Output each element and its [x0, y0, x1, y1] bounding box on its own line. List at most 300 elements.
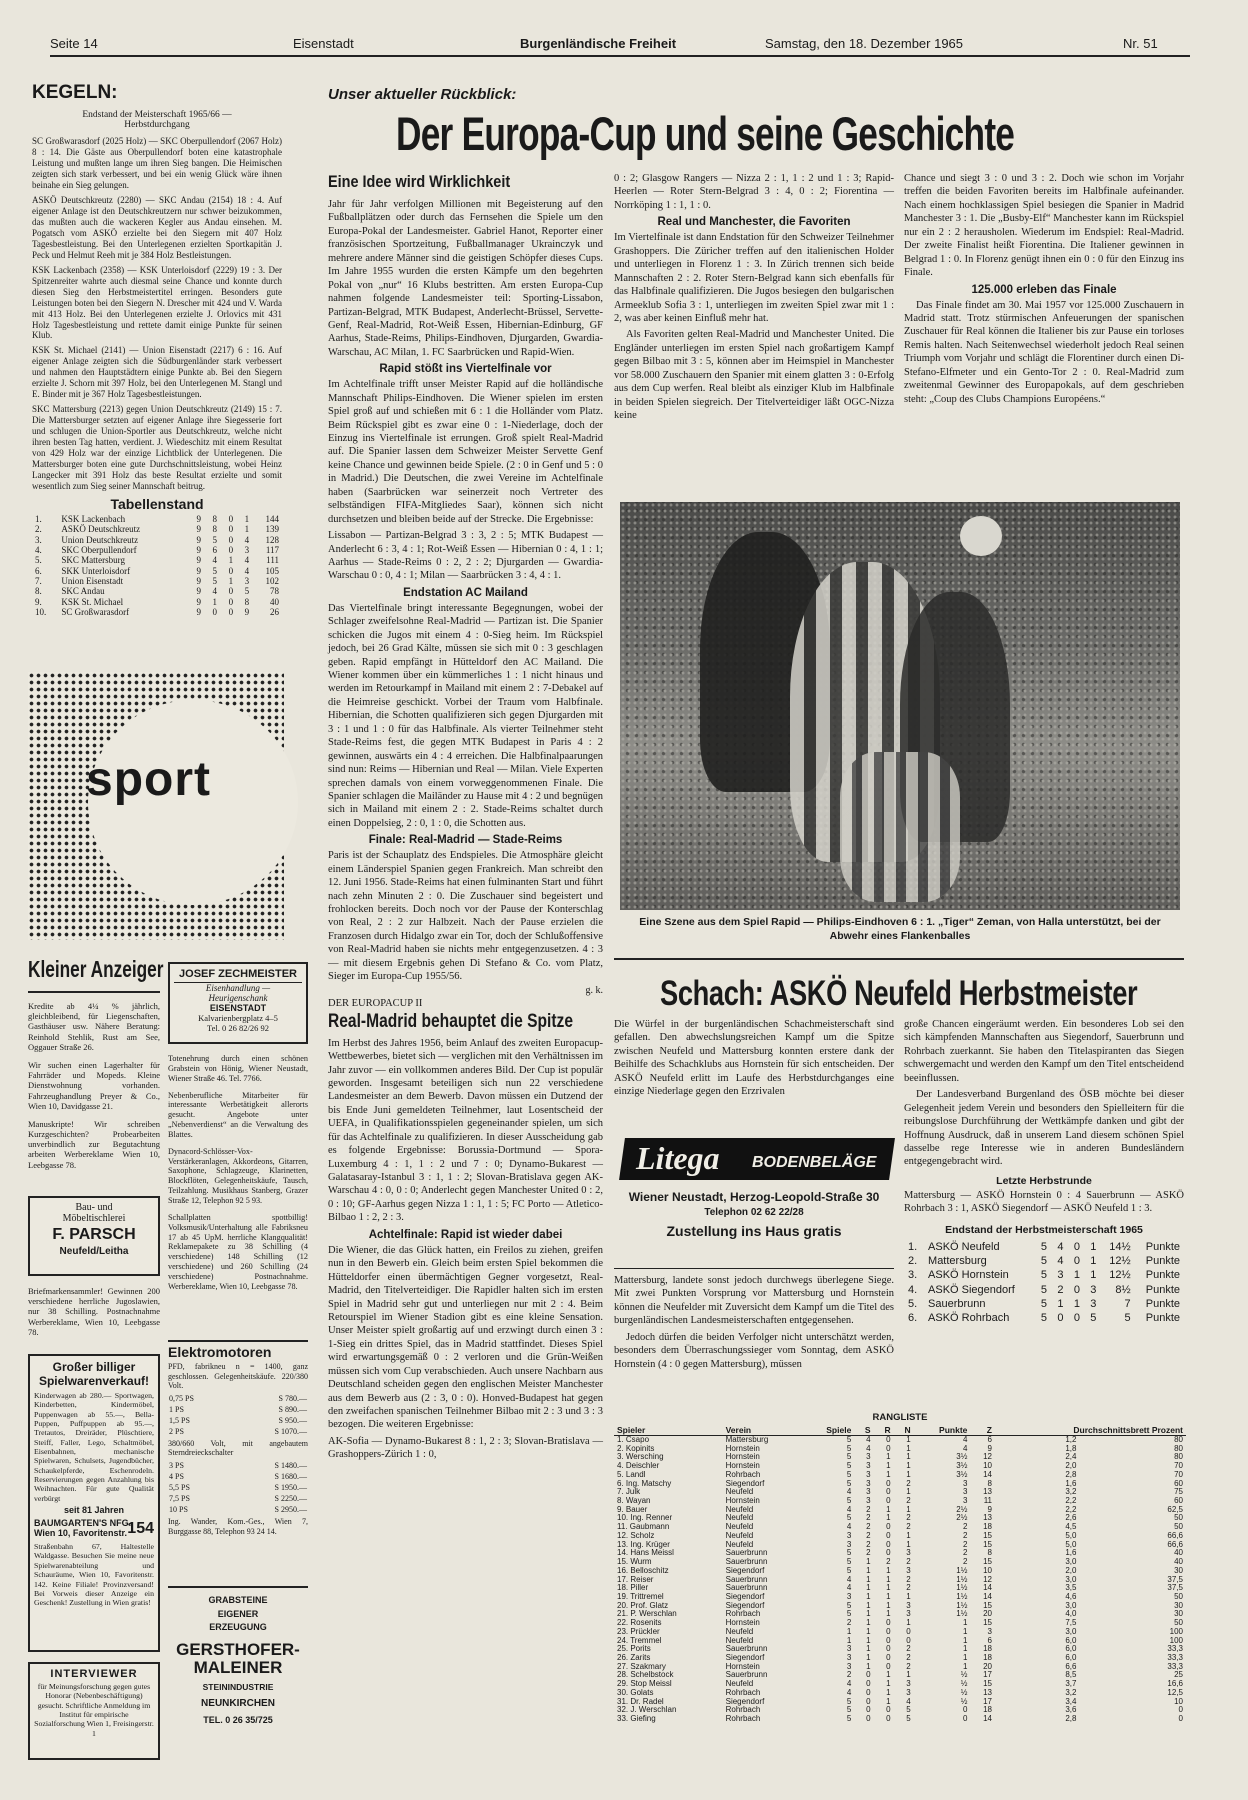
table-cell: 1: [866, 1635, 871, 1645]
table-cell: 12½: [1109, 1269, 1131, 1282]
kleiner-anzeiger: [28, 956, 164, 1170]
table-cell: 10: [983, 1461, 992, 1471]
table-cell: 3. Wersching: [617, 1452, 664, 1462]
article-paragraph: 0 : 2; Glasgow Rangers — Nizza 2 : 1, 1 : 2 und 1 : 3; Rapid-Heerlen — Roter Stern-Belgrad 3 : 4, 0 : 2; Fiorentina — Norrköping 1 : 1, 1 : 0.: [614, 173, 894, 211]
table-cell: 0: [886, 1705, 891, 1715]
table-cell: 9: [987, 1504, 992, 1514]
table-cell: ASKÖ Deutschkreutz: [61, 524, 141, 535]
table-cell: 6,6: [1065, 1661, 1077, 1671]
section-heading: Achtelfinale: Rapid ist wieder dabei: [368, 1228, 563, 1241]
table-cell: 144: [265, 514, 279, 525]
table-cell: 13: [983, 1487, 992, 1497]
table-cell: 5: [846, 1705, 852, 1715]
table-cell: Neufeld: [725, 1530, 754, 1540]
table-cell: 2: [906, 1644, 911, 1654]
table-cell: 1: [906, 1670, 911, 1680]
table-cell: 100: [1169, 1626, 1183, 1636]
table-cell: 2: [846, 1670, 852, 1680]
table-cell: 6: [987, 1435, 992, 1444]
table-cell: SKK Unterloisdorf: [61, 565, 131, 576]
table-cell: 30: [1174, 1609, 1183, 1619]
parsch-place: Neufeld/Leitha: [59, 1246, 129, 1257]
column-header: R: [874, 1425, 894, 1436]
table-cell: 1: [866, 1574, 871, 1584]
article-paragraph: Im Herbst des Jahres 1956, beim Anlauf des zweiten Europacup-Wettbewerbes, bietet sich — verglichen mit den Verhältnissen im Jahr zuvor — ein vollkommen anderes Bild. Der Cup ist populär geworden. Insgesamt beteiligen sich nun 22 verschiedene Landesmeister an dem Bewerb. Davon müssen ein Dutzend der bis Ende Juni gemeldeten Teilnehmer, laut Losentscheid der UEFA, in Qualifikationsspielen gegeneinander spielen, um sich für das Achtelfinale zu qualifizieren. In dieser Ausscheidung gab es folgende Ergebnisse: Borussia-Dortmund — Spora-Luxemburg 4 : 1, 1 : 2 und 7 : 0; Dynamo-Bukarest — Galatasaray-Istanbul 3 : 1, 1 : 2; Slovan-Bratislava gegen AK-Warschau 4 : 0, 0 : 0; Anderlecht gegen Manchester United 0 : 2, 0 : 10; GF-Aarhus gegen Nizza 1 : 1, 1 : 5; FC Porto — Atletico-Bilbao 1 : 2, 2 : 3.: [328, 1037, 603, 1224]
table-cell: 40: [270, 596, 279, 607]
section-heading: Finale: Real-Madrid — Stade-Reims: [368, 834, 563, 847]
table-cell: 139: [265, 524, 279, 535]
spielwaren-title: Großer billiger: [52, 1360, 136, 1374]
article-column-3: [904, 172, 1184, 409]
table-cell: 26: [270, 607, 279, 618]
schach-column-right: [904, 1018, 1184, 1325]
table-cell: 1: [906, 1461, 911, 1471]
table-cell: 3: [244, 545, 250, 556]
table-cell: 9.: [35, 596, 42, 607]
table-cell: Neufeld: [725, 1513, 754, 1523]
match-photo: [620, 502, 1180, 910]
header-paper: Burgenländische Freiheit: [520, 36, 677, 51]
gersthofer-line: NEUNKIRCHEN: [201, 1697, 275, 1709]
table-cell: 0: [886, 1644, 891, 1654]
table-cell: 78: [270, 586, 279, 597]
table-cell: 5,5 PS: [169, 1482, 190, 1492]
table-row: [614, 1514, 1186, 1523]
table-cell: 0: [906, 1635, 911, 1645]
table-cell: Punkte: [1145, 1240, 1180, 1253]
table-cell: 17: [983, 1670, 992, 1680]
table-cell: 2: [866, 1548, 871, 1558]
article-paragraph: Das Finale findet am 30. Mai 1957 vor 125.000 Zuschauern in Madrid statt. Trotz stürmischen Anfeuerungen der spanischen Zuschauer für Real können die Italiener bis zur Pause ein torloses Remis halten. Nach Seitenwechsel wiederholt jedoch Real seinen Triumph vom Vorjahr und schlägt die Florentiner durch einen Di-Stefano-Elfmeter und ein Gento-Tor 2 : 0. Real-Madrid zum zweitenmal Gewinner des Europapokals, auf dem geschrieben steht: „Coup des Clubs Champions Européens.“: [904, 299, 1184, 405]
table-cell: 4.: [35, 545, 42, 556]
table-cell: 3: [1090, 1297, 1097, 1310]
article-paragraph: Der Landesverband Burgenland des ÖSB möchte bei dieser Gelegenheit jedem Verein und besonders den Spielleitern für die reibungslose Durchführung der Wettkämpfe danken und gibt der Hoffnung Ausdruck, daß in unserem Land diesem schönen Spiel dasselbe rege Interesse wie in anderen Bundesländern entgegengebracht wird.: [904, 1089, 1184, 1168]
table-cell: 0: [906, 1626, 911, 1636]
table-cell: 1: [866, 1661, 871, 1671]
table-cell: 4,6: [1065, 1591, 1077, 1601]
table-cell: 12½: [1109, 1254, 1131, 1267]
article-paragraph: Das Viertelfinale bringt interessante Begegnungen, wobei der Schlager zweifelsohne Real-Madrid — Partizan ist. Die Spanier schicken die Jugos mit einem 4 : 0-Sieg heim. Im Rückspiel jedoch, bei 26 Grad Kälte, müssen sie sich mit 0 : 3 geschlagen geben. Rapid empfängt in Hütteldorf den AC Mailand. Die Wiener kommen über ein kümmerliches 1 : 1 nicht hinaus und werden im Retourkampf in Mailand mit einem 2 : 7-Debakel auf die Heimreise geschickt. Vorbei der Traum vom Halbfinale. Hibernian, die Schotten qualifizieren sich gegen Djurgarden mit 3 : 1 und 1 : 0 für das Halbfinale. Als vierter Teilnehmer steht Stade-Reims fest, die gegen MTK Budapest in Paris 4 : 2 gewinnen, auswärts ein 4 : 4 erreichen. Die Halbfinalpaarungen sind nun: Reims — Hibernian und Real — Milan. Viele Experten sprechen damals von einem vorweggenommenen Finale. Die Spanier schlagen die Mailänder zu Hause mit 4 : 2 und begnügen sich in Mailand mit einem 2 : 2. Stade-Reims schaltet durch einen Doppelsieg, 2 : 0, 1 : 0, die Schotten aus.: [328, 602, 603, 829]
table-cell: 1: [866, 1644, 871, 1654]
zechmeister-line: EISENSTADT: [209, 1003, 267, 1013]
litega-brand: Litega: [636, 1140, 720, 1176]
column-header: S: [854, 1425, 873, 1436]
table-cell: 1: [866, 1557, 871, 1567]
table-row: [904, 1254, 1184, 1268]
table-cell: 3: [906, 1679, 911, 1689]
table-cell: 30: [1174, 1600, 1183, 1610]
header-rule: [50, 55, 1190, 57]
table-cell: 1,8: [1065, 1443, 1077, 1453]
table-cell: 1: [906, 1530, 911, 1540]
divider: [614, 1268, 894, 1269]
table-row: [614, 1715, 1186, 1724]
table-cell: 4: [846, 1583, 852, 1593]
sport-logo-text: sport: [86, 753, 211, 806]
table-row: [32, 586, 282, 596]
table-cell: 6,0: [1065, 1644, 1077, 1654]
schach-headline: Schach: ASKÖ Neufeld Herbstmeister: [660, 974, 1138, 1013]
table-cell: 0: [1178, 1714, 1183, 1723]
table-cell: 3,5: [1065, 1583, 1077, 1593]
table-row: [32, 545, 282, 555]
table-cell: Punkte: [1145, 1297, 1180, 1310]
table-cell: 15: [983, 1618, 992, 1628]
table-cell: 0: [1073, 1254, 1080, 1267]
table-cell: Sauerbrunn: [725, 1583, 768, 1593]
table-cell: 1: [1090, 1269, 1097, 1282]
table-cell: S 2950.—: [274, 1504, 307, 1514]
table-cell: 15: [983, 1600, 992, 1610]
table-cell: 0: [886, 1714, 891, 1723]
table-cell: 20. Prof. Glatz: [617, 1600, 669, 1610]
litega-slogan: Zustellung ins Haus gratis: [666, 1223, 842, 1239]
table-cell: 2,6: [1065, 1513, 1077, 1523]
price-row: [168, 1415, 308, 1426]
table-cell: 1,6: [1065, 1548, 1077, 1558]
table-cell: S 1480.—: [274, 1460, 307, 1470]
table-row: [32, 576, 282, 586]
table-cell: 10: [1174, 1696, 1183, 1706]
table-cell: Neufeld: [725, 1539, 754, 1549]
kleiner-anzeiger-title: Kleiner Anzeiger: [28, 956, 164, 982]
table-cell: 1: [886, 1469, 891, 1479]
classified-ad: Dynacord-Schlösser-Vox-Verstärkeranlagen, Akkordeons, Gitarren, Saxophone, Schlagzeuge, Klarinetten, Blockflöten, Gelegenheitskäufe, Tausch, Teilzahlung. Musikhaus Stanberg, Grazer Straße 12, Telephon 92 5 93.: [168, 1146, 308, 1205]
table-cell: 9: [196, 514, 201, 525]
table-cell: 3: [987, 1626, 992, 1636]
table-cell: 70: [1174, 1461, 1183, 1471]
table-cell: 14: [983, 1714, 992, 1723]
price-row: [168, 1504, 308, 1515]
interviewer-ad: [28, 1662, 160, 1760]
kegeln-report: KSK Lackenbach (2358) — KSK Unterloisdorf (2229) 19 : 3. Der Spitzenreiter wahrte auch diesmal seine Chance und konnte durch diesen Sieg den Herbstmeistertitel erringen. Besonders gute Leistungen boten bei den Siegern N. Drescher mit 424 und V. Warda mit 413 Holz. Bei den Unterlegenen erzielte J. Orlovics mit 431 Holz Tagesbestleistung und rettete damit einige Punkte für seinen Klub.: [32, 264, 282, 341]
table-cell: 6.: [908, 1312, 918, 1325]
table-cell: 1: [906, 1618, 911, 1628]
page-header: [50, 36, 1190, 52]
spielwaren-ad: [28, 1354, 160, 1652]
table-cell: 13. Ing. Krüger: [617, 1539, 670, 1549]
table-cell: 40: [1174, 1548, 1183, 1558]
table-cell: 3: [962, 1496, 968, 1506]
table-cell: 1: [846, 1635, 852, 1645]
table-cell: 6: [212, 545, 218, 556]
table-cell: 2,8: [1065, 1469, 1077, 1479]
table-cell: 5: [1040, 1240, 1048, 1253]
table-cell: 1: [886, 1591, 891, 1601]
table-cell: Neufeld: [725, 1626, 754, 1636]
table-cell: 1½: [956, 1574, 968, 1584]
table-cell: 0: [1073, 1283, 1080, 1296]
table-cell: 2: [962, 1539, 968, 1549]
page-number: Seite 14: [50, 36, 98, 51]
table-cell: 5: [846, 1600, 852, 1610]
table-cell: 1: [962, 1661, 968, 1671]
gersthofer-line: TEL. 0 26 35/725: [203, 1714, 273, 1725]
table-cell: 2: [866, 1530, 871, 1540]
table-cell: 5: [846, 1513, 852, 1523]
table-cell: 14½: [1109, 1240, 1131, 1253]
table-cell: 5: [906, 1714, 911, 1723]
herbst-standings-table: [904, 1240, 1184, 1326]
table-cell: 1: [866, 1609, 871, 1619]
article-kicker: Unser aktueller Rückblick:: [328, 86, 517, 103]
table-cell: Mattersburg: [725, 1435, 769, 1444]
table-cell: SKC Oberpullendorf: [61, 545, 137, 556]
parsch-ad: [28, 1196, 160, 1276]
table-row: [614, 1680, 1186, 1689]
price-row: [168, 1460, 308, 1471]
zechmeister-line: Tel. 0 26 82/26 92: [207, 1023, 269, 1033]
table-cell: 8: [212, 514, 218, 525]
table-row: [32, 514, 282, 524]
table-cell: 0: [866, 1696, 871, 1706]
rangliste-table: [614, 1425, 1186, 1724]
table-cell: 31. Dr. Radel: [617, 1696, 664, 1706]
table-cell: 7. Julk: [617, 1487, 641, 1497]
table-cell: 1: [906, 1539, 911, 1549]
table-row: [614, 1488, 1186, 1497]
table-cell: 8.: [35, 586, 42, 597]
table-cell: 4: [212, 555, 218, 566]
table-cell: 8: [212, 524, 218, 535]
table-cell: 6,0: [1065, 1635, 1077, 1645]
spielwaren-since: seit 81 Jahren: [63, 1505, 125, 1516]
table-cell: Rohrbach: [725, 1687, 761, 1697]
table-cell: 17: [983, 1696, 992, 1706]
table-cell: 0: [886, 1496, 891, 1506]
table-cell: 8: [987, 1478, 992, 1488]
table-cell: 1: [1073, 1297, 1080, 1310]
table-cell: 5: [846, 1714, 852, 1723]
table-cell: 6. Ing. Matschy: [617, 1478, 672, 1488]
table-row: [614, 1497, 1186, 1506]
table-cell: 19. Trittremel: [617, 1591, 664, 1601]
table-row: [32, 566, 282, 576]
table-cell: 4 PS: [169, 1471, 184, 1481]
table-cell: 2: [906, 1496, 911, 1506]
column-header: N: [894, 1425, 914, 1436]
table-cell: 5: [846, 1696, 852, 1706]
price-row: [168, 1471, 308, 1482]
litega-address: Wiener Neustadt, Herzog-Leopold-Straße 30: [628, 1190, 880, 1204]
table-cell: 75: [1174, 1487, 1183, 1497]
classified-ad: Totenehrung durch einen schönen Grabstein von Hönig, Wiener Neustadt, Wiener Straße 46. Tel. 7766.: [168, 1054, 308, 1083]
briefmarken-ad: Briefmarkensammler! Gewinnen 200 verschiedene herrliche Jugoslawien, nur 38 Schilling. Postnachnahme Werbereklame, Wien 10, Leebgasse 78.: [28, 1286, 160, 1337]
table-row: [614, 1654, 1186, 1663]
table-cell: 1.: [35, 514, 42, 525]
table-cell: 2,8: [1065, 1714, 1077, 1723]
table-cell: 0: [886, 1487, 891, 1497]
table-cell: Sauerbrunn: [725, 1574, 768, 1584]
table-cell: 15: [983, 1530, 992, 1540]
table-cell: Union Deutschkreutz: [61, 534, 139, 545]
table-cell: 9: [987, 1443, 992, 1453]
table-cell: 4: [244, 565, 250, 576]
table-cell: 2: [1057, 1283, 1064, 1296]
table-cell: 1: [962, 1618, 968, 1628]
table-cell: Punkte: [1145, 1312, 1180, 1325]
table-cell: 2: [906, 1522, 911, 1532]
table-cell: 33,3: [1167, 1661, 1183, 1671]
table-cell: 20: [983, 1609, 992, 1619]
table-cell: 0: [866, 1687, 871, 1697]
table-cell: 0: [866, 1714, 871, 1723]
article-column-2: [614, 172, 894, 425]
table-cell: 6,0: [1065, 1652, 1077, 1662]
table-cell: 111: [266, 555, 279, 566]
table-cell: 17. Reiser: [617, 1574, 654, 1584]
column-header: Z: [970, 1425, 995, 1436]
kegeln-subtitle: Endstand der Meisterschaft 1965/66 —: [82, 110, 232, 120]
table-cell: 3: [846, 1652, 852, 1662]
gersthofer-line: STEININDUSTRIE: [202, 1681, 274, 1692]
table-cell: 0: [886, 1539, 891, 1549]
kegeln-subtitle2: Herbstdurchgang: [124, 120, 190, 130]
table-cell: 13: [983, 1513, 992, 1523]
table-cell: S 1070.—: [274, 1426, 307, 1436]
table-cell: 117: [265, 545, 279, 556]
table-row: [614, 1523, 1186, 1532]
table-cell: 0: [886, 1661, 891, 1671]
table-cell: Siegendorf: [725, 1652, 765, 1662]
table-cell: 1: [866, 1583, 871, 1593]
table-cell: 4: [1057, 1240, 1064, 1253]
table-cell: 0: [886, 1522, 891, 1532]
table-cell: 3: [866, 1469, 871, 1479]
table-cell: 3½: [956, 1452, 968, 1462]
table-cell: 11: [983, 1496, 992, 1506]
table-cell: Punkte: [1145, 1283, 1180, 1296]
table-cell: 0: [228, 534, 234, 545]
table-cell: 3: [962, 1478, 968, 1488]
ads-column-b: [168, 1054, 308, 1292]
table-cell: Siegendorf: [725, 1600, 765, 1610]
table-cell: 1: [886, 1609, 891, 1619]
football: [960, 516, 1002, 556]
zechmeister-line: Eisenhandlung —: [205, 983, 271, 993]
table-row: [614, 1453, 1186, 1462]
table-cell: 0: [228, 524, 234, 535]
table-cell: 0: [228, 607, 234, 618]
table-cell: 5: [212, 565, 218, 576]
kegeln-standings-table: [32, 514, 282, 617]
table-cell: 1: [906, 1435, 911, 1444]
spielwaren-number: 154: [127, 1520, 154, 1538]
table-cell: 30: [1174, 1565, 1183, 1575]
spielwaren-text: Straßenbahn 67, Haltestelle Waldgasse. Besuchen Sie meine neue Spielwarenabteilung und Schauräume, Wien 10, Favoritenstr. 142. Keine Filiale! Provinzversand! Bei Vorweis dieser Anzeige ein Geschenk! Zustellung in Wien gratis!: [34, 1542, 154, 1608]
table-cell: 5: [1040, 1283, 1048, 1296]
table-cell: 3: [962, 1487, 968, 1497]
table-cell: 27. Szakmary: [617, 1661, 666, 1671]
table-cell: 3,4: [1065, 1696, 1077, 1706]
table-cell: Neufeld: [725, 1679, 754, 1689]
table-cell: 18: [983, 1652, 992, 1662]
table-cell: 2,2: [1065, 1496, 1077, 1506]
table-cell: 0: [228, 586, 234, 597]
table-row: [614, 1663, 1186, 1672]
table-cell: 10. Ing. Renner: [617, 1513, 673, 1523]
table-cell: S 890.—: [278, 1404, 307, 1414]
elektromotoren-line: PFD, fabrikneu n = 1400, ganz geschlossen. Gelegenheitskäufe. 220/380 Volt.: [168, 1362, 308, 1391]
table-cell: ASKÖ Hornstein: [928, 1269, 1009, 1282]
table-cell: 4: [846, 1687, 852, 1697]
table-cell: 3: [866, 1496, 871, 1506]
table-cell: 5: [244, 586, 250, 597]
table-cell: 5: [846, 1452, 852, 1462]
table-cell: 15: [983, 1539, 992, 1549]
table-cell: 40: [1174, 1557, 1183, 1567]
elektromotoren-line: Ing. Wander, Kom.-Ges., Wien 7, Burggasse 88, Telephon 93 24 14.: [168, 1516, 308, 1536]
spielwaren-shop: BAUMGARTEN'S NFG.: [34, 1518, 132, 1529]
table-cell: 1: [906, 1452, 911, 1462]
spielwaren-text: Kinderwagen ab 280.— Sportwagen, Kinderbetten, Kindermöbel, Puppenwagen ab 55.—, Bella-Puppen, Puffpuppen ab 95.—, Tretautos, Dreiräder, Plüschtiere, Steiff, Faller, Lego, Schaltmöbel, Eisenbahnen, mechanische Spielwaren, Schulsets, Jugendbücher, Schaukelpferde, Eschenrodeln. Reservierungen gegen Anzahlung bis Weihnachten. Für gute Qualität verbürgt: [34, 1391, 154, 1503]
table-cell: 4: [244, 555, 250, 566]
table-cell: 23. Prückler: [617, 1626, 660, 1636]
table-cell: 7,5: [1065, 1618, 1077, 1628]
elektromotoren-line: 380/660 Volt, mit angebautem Sterndreieckschalter: [168, 1438, 308, 1458]
table-cell: 1: [886, 1687, 891, 1697]
table-cell: 5: [846, 1557, 852, 1567]
table-row: [614, 1698, 1186, 1707]
table-cell: ½: [960, 1696, 968, 1706]
table-cell: 9: [196, 555, 201, 566]
table-cell: Sauerbrunn: [725, 1557, 768, 1567]
table-row: [32, 555, 282, 565]
table-cell: Hornstein: [725, 1452, 760, 1462]
column-header: Verein: [723, 1425, 803, 1436]
table-cell: 2: [866, 1539, 871, 1549]
table-cell: 1½: [956, 1591, 968, 1601]
kegeln-report: KSK St. Michael (2141) — Union Eisenstadt (2217) 6 : 16. Auf eigener Anlage zeigten sich die Südburgenländer stark verbessert und nahmen den Hauptstädtern einige Punkte ab. Bei den Siegern erzielte J. Schorn mit 397 Holz, bei den Unterlegenen M. Stangl und E. Binder mit je 367 Holz Tagesbestleistungen.: [32, 345, 282, 400]
table-cell: 13: [983, 1687, 992, 1697]
table-cell: 2½: [956, 1504, 968, 1514]
table-cell: ½: [960, 1670, 968, 1680]
table-cell: 5: [1040, 1297, 1048, 1310]
table-cell: 4: [846, 1574, 852, 1584]
table-row: [614, 1637, 1186, 1646]
table-cell: S 950.—: [278, 1415, 307, 1425]
table-cell: 2: [906, 1661, 911, 1671]
article-headline: Der Europa-Cup und seine Geschichte: [396, 107, 1015, 160]
table-cell: Punkte: [1145, 1269, 1180, 1282]
zechmeister-line: Heurigenschank: [208, 993, 268, 1003]
table-cell: 1: [962, 1652, 968, 1662]
table-cell: Siegendorf: [725, 1696, 765, 1706]
zechmeister-ad: [168, 962, 308, 1044]
table-row: [614, 1445, 1186, 1454]
table-cell: 8: [244, 596, 250, 607]
table-cell: 1: [886, 1679, 891, 1689]
kegeln-label: KEGELN:: [32, 82, 118, 103]
table-cell: 50: [1174, 1513, 1183, 1523]
table-cell: 0: [962, 1705, 968, 1715]
table-cell: 8,5: [1065, 1670, 1077, 1680]
table-cell: 1: [962, 1635, 968, 1645]
table-cell: 11. Gaubmann: [617, 1522, 670, 1532]
table-cell: 80: [1174, 1435, 1183, 1444]
divider: [28, 991, 160, 993]
table-cell: 8. Wayan: [617, 1496, 651, 1506]
table-cell: ASKÖ Rohrbach: [928, 1312, 1010, 1325]
table-cell: Siegendorf: [725, 1478, 765, 1488]
kegeln-table-title: Tabellenstand: [110, 496, 204, 513]
table-cell: 4.: [908, 1283, 918, 1296]
table-cell: 0: [866, 1670, 871, 1680]
litega-brand-sub: BODENBELÄGE: [752, 1154, 877, 1171]
grabsteine-line: GRABSTEINE: [208, 1595, 268, 1605]
table-cell: 5: [1090, 1312, 1097, 1325]
table-row: [904, 1268, 1184, 1282]
